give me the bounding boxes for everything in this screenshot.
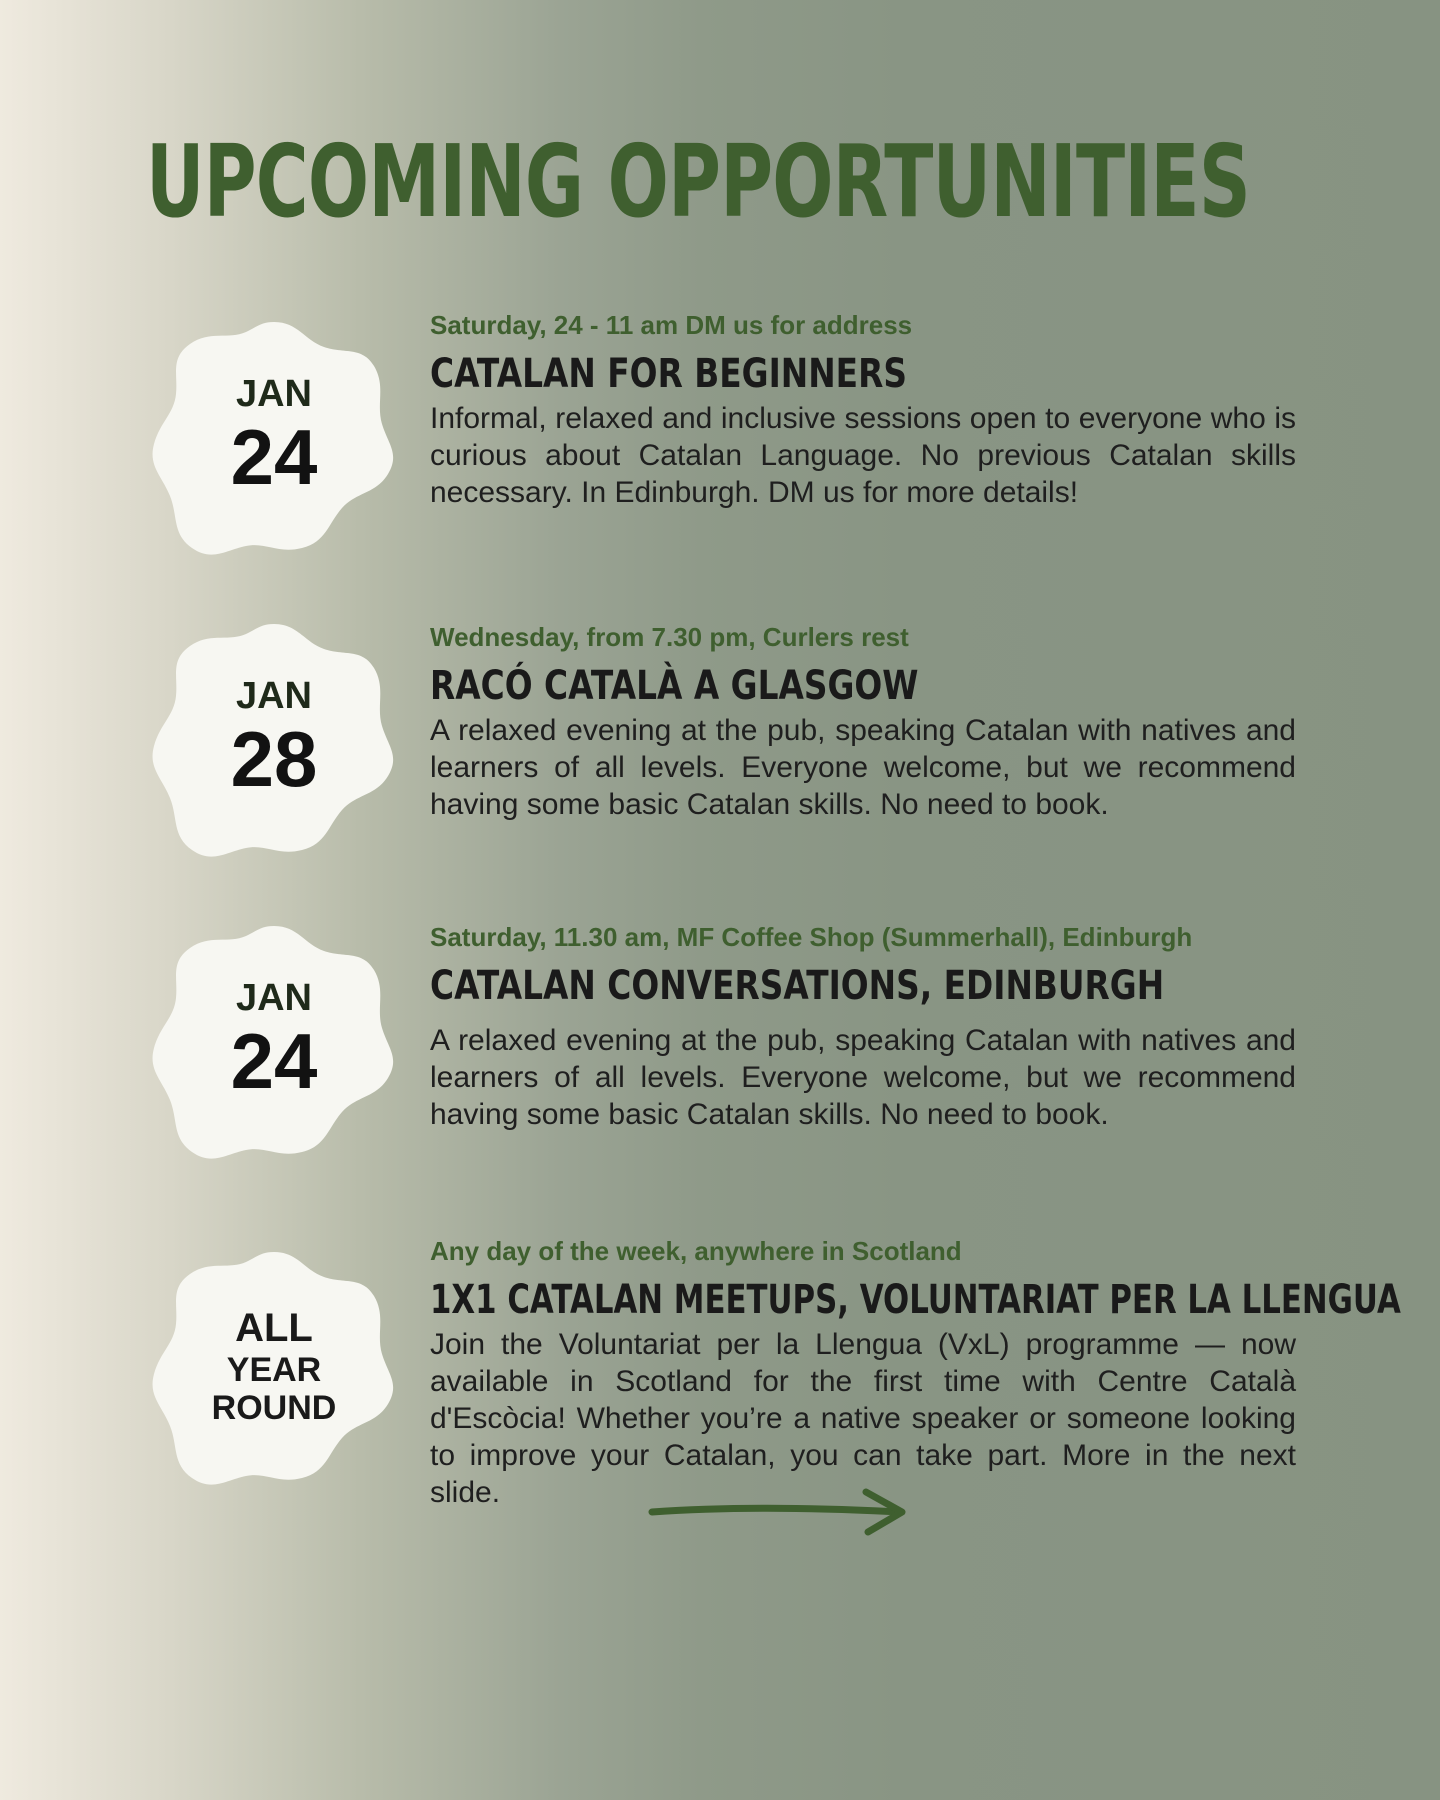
event-meta: Any day of the week, anywhere in Scotland bbox=[430, 1236, 962, 1266]
event-title: RACÓ CATALÀ A GLASGOW bbox=[430, 663, 919, 709]
event-description: Informal, relaxed and inclusive sessions open to everyone who is curious about Catalan Language. No previous Catalan skills necessary. In Edinburgh. DM us for more details! bbox=[430, 402, 1296, 509]
event-item bbox=[430, 1234, 1401, 1511]
event-description: Join the Voluntariat per la Llengua (VxL) programme — now available in Scotland for the first time with Centre Català d'Escòcia! Whether you’re a native speaker or someone looking to improve your Catalan, you can take part. More in the next slide. bbox=[430, 1328, 1296, 1509]
event-item bbox=[430, 920, 1296, 1133]
event-item bbox=[430, 620, 1296, 823]
badge-month: JAN bbox=[235, 675, 313, 717]
badge-month: JAN bbox=[235, 373, 313, 415]
event-title: CATALAN CONVERSATIONS, EDINBURGH bbox=[430, 963, 1165, 1009]
badge-day: 24 bbox=[230, 1017, 318, 1105]
event-item bbox=[430, 308, 1296, 511]
date-badge bbox=[148, 914, 400, 1166]
date-badge bbox=[148, 310, 400, 562]
arrow-right-icon bbox=[648, 1486, 912, 1536]
badge-round: ROUND bbox=[211, 1389, 337, 1427]
page-title: UPCOMING OPPORTUNITIES bbox=[146, 123, 1251, 240]
badge-all: ALL bbox=[235, 1306, 313, 1350]
event-meta: Wednesday, from 7.30 pm, Curlers rest bbox=[430, 622, 909, 652]
event-description: A relaxed evening at the pub, speaking Catalan with natives and learners of all levels. Everyone welcome, but we recommend having some basic Catalan skills. No need to book. bbox=[430, 1024, 1296, 1131]
badge-month: JAN bbox=[235, 977, 313, 1019]
event-title: 1X1 CATALAN MEETUPS, VOLUNTARIAT PER LA LLENGUA bbox=[430, 1277, 1401, 1323]
badge-day: 24 bbox=[230, 413, 318, 501]
event-description: A relaxed evening at the pub, speaking Catalan with natives and learners of all levels. Everyone welcome, but we recommend having some basic Catalan skills. No need to book. bbox=[430, 714, 1296, 821]
badge-day: 28 bbox=[230, 715, 318, 803]
badge-year: YEAR bbox=[226, 1351, 322, 1389]
event-meta: Saturday, 24 - 11 am DM us for address bbox=[430, 310, 913, 340]
event-title: CATALAN FOR BEGINNERS bbox=[430, 351, 907, 397]
event-meta: Saturday, 11.30 am, MF Coffee Shop (Summerhall), Edinburgh bbox=[430, 922, 1193, 952]
date-badge bbox=[148, 612, 400, 864]
date-badge bbox=[148, 1240, 400, 1492]
